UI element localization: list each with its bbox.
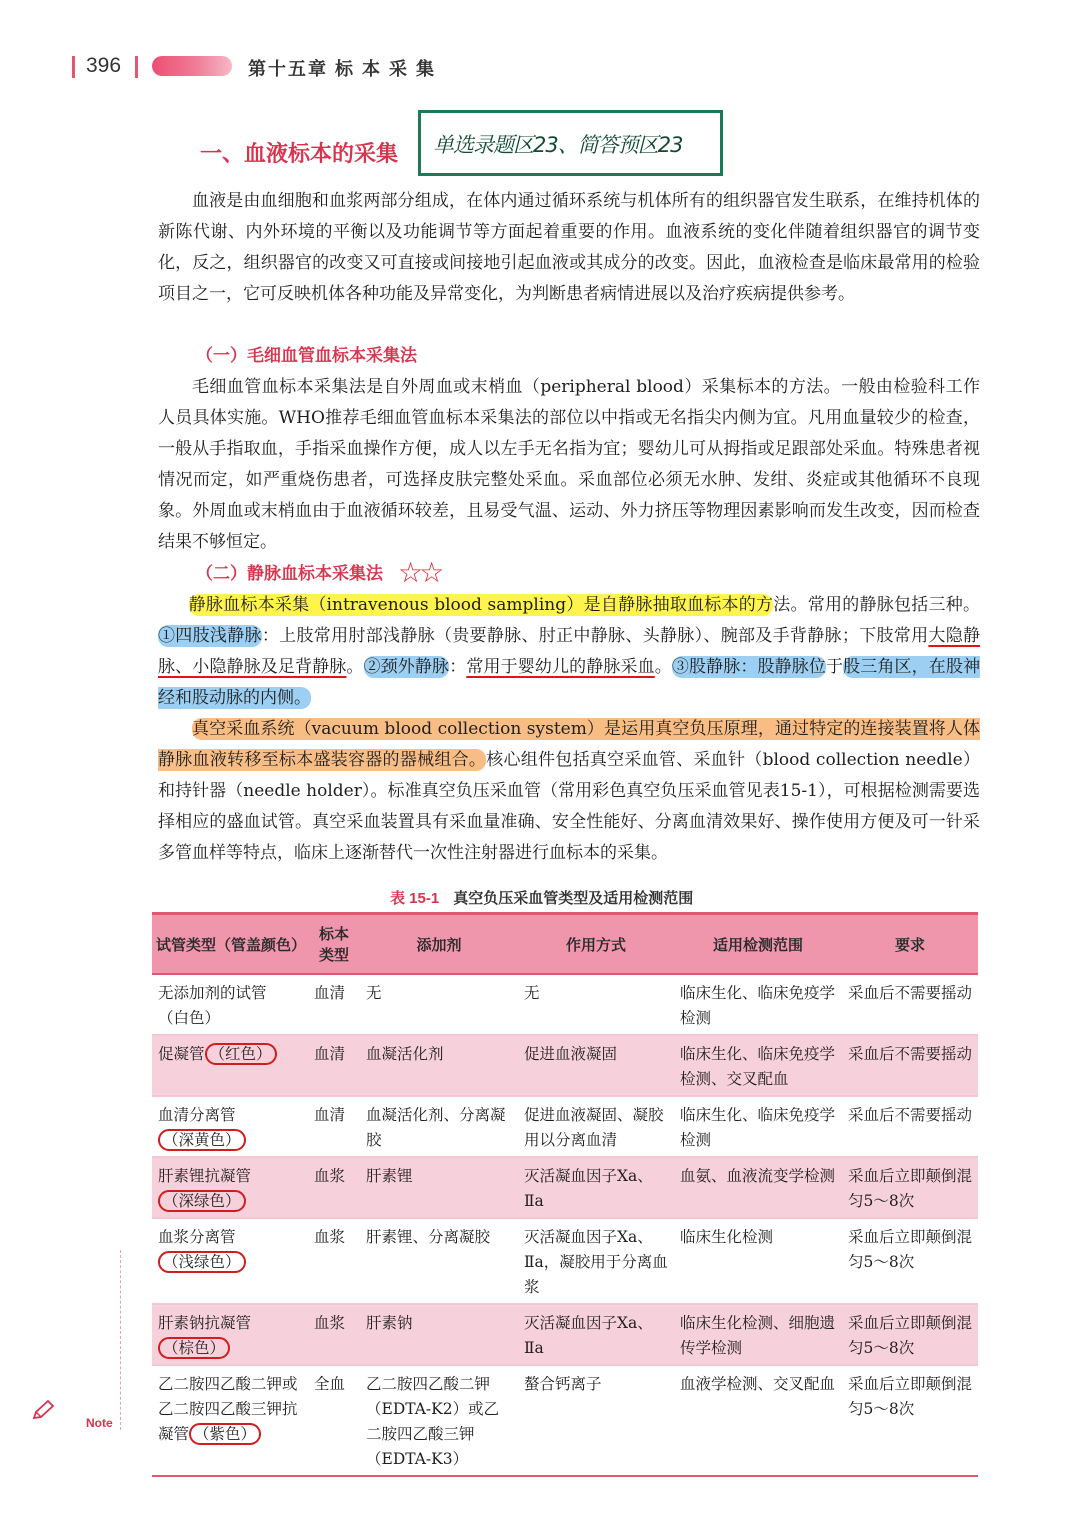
header-tab-pill: [152, 56, 232, 76]
tube-type: 血清分离管: [158, 1106, 236, 1124]
highlight-femoral-vein: ③股静脉：股静脉位: [671, 657, 827, 677]
table-row: [152, 1157, 978, 1218]
capillary-text: 毛细血管血标本采集法是自外周血或末梢血（peripheral blood）采集标本的方法。一般由检验科工作人员具体实施。WHO推荐毛细血管血标本采集法的部位以中指或无名指尖内侧为宜。凡用血量较少的检查，一般从手指取血，手指采血操作方便，成人以左手无名指为宜；婴幼儿可从拇指或足跟部处采血。特殊患者视情况而定，如严重烧伤患者，可选择皮肤完整处采血。采血部位必须无水肿、发绀、炎症或其他循环不良现象。外周血或末梢血由于血液循环较差，且易受气温、运动、外力挤压等物理因素影响而发生改变，因而检查结果不够恒定。: [158, 377, 980, 552]
margin-dotted-line: [120, 1250, 121, 1430]
section-title: 一、血液标本的采集: [200, 141, 399, 166]
handwritten-note: 单选录题区23、简答预区23: [433, 133, 683, 157]
column-header: 试管类型（管盖颜色）: [152, 914, 308, 975]
column-header: 作用方式: [518, 914, 674, 975]
additive-cell: 乙二胺四乙酸二钾（EDTA-K2）或乙二胺四乙酸三钾（EDTA-K3）: [360, 1365, 518, 1476]
punct: 。: [346, 657, 364, 677]
tube-color-circled: （红色）: [205, 1043, 277, 1065]
tube-type: 肝素钠抗凝管: [158, 1314, 252, 1332]
tube-type: 乙二胺四乙酸二钾或乙二胺四乙酸三钾抗凝管: [158, 1375, 298, 1443]
pencil-icon: [30, 1398, 60, 1422]
capillary-paragraph: [158, 372, 980, 558]
specimen-cell: 血浆: [308, 1157, 360, 1218]
action-cell: 促进血液凝固: [518, 1035, 674, 1096]
scope-cell: 临床生化检测: [674, 1218, 842, 1304]
table-row: [152, 1365, 978, 1476]
action-cell: 灭活凝血因子Xa、Ⅱa: [518, 1304, 674, 1365]
requirement-cell: 采血后立即颠倒混匀5～8次: [842, 1365, 978, 1476]
requirement-cell: 采血后不需要摇动: [842, 974, 978, 1035]
action-cell: 灭活凝血因子Xa、Ⅱa: [518, 1157, 674, 1218]
tube-type: 促凝管: [158, 1045, 205, 1063]
column-header: 标本类型: [308, 914, 360, 975]
tube-color-circled: （紫色）: [189, 1423, 261, 1445]
requirement-cell: 采血后立即颠倒混匀5～8次: [842, 1218, 978, 1304]
scope-cell: 临床生化、临床免疫学检测: [674, 974, 842, 1035]
table-title: 真空负压采血管类型及适用检测范围: [453, 890, 694, 907]
tube-type: 无添加剂的试管: [158, 984, 267, 1002]
tube-type-cell: [152, 1157, 308, 1218]
scope-cell: 临床生化检测、细胞遗传学检测: [674, 1304, 842, 1365]
specimen-cell: 血清: [308, 1096, 360, 1157]
punct: ：: [449, 657, 467, 677]
tube-color-circled: （深黄色）: [158, 1129, 246, 1151]
table-row: [152, 1218, 978, 1304]
tube-color: （白色）: [158, 1009, 221, 1027]
table-row: [152, 1304, 978, 1365]
underline-lower-limb-veins: 大隐静脉、小隐静脉及足背静脉: [158, 626, 981, 677]
requirement-cell: 采血后立即颠倒混匀5～8次: [842, 1304, 978, 1365]
specimen-cell: 全血: [308, 1365, 360, 1476]
column-header: 适用检测范围: [674, 914, 842, 975]
requirement-cell: 采血后立即颠倒混匀5～8次: [842, 1157, 978, 1218]
requirement-cell: 采血后不需要摇动: [842, 1035, 978, 1096]
scope-cell: 临床生化、临床免疫学检测、交叉配血: [674, 1035, 842, 1096]
limb-veins-text: ：上肢常用肘部浅静脉（贵要静脉、肘正中静脉、头静脉）、腕部及手背静脉；下肢常用: [261, 626, 929, 646]
venous-intro: 法。常用的静脉包括三种。: [773, 595, 981, 615]
scope-cell: 血氨、血液流变学检测: [674, 1157, 842, 1218]
column-header: 添加剂: [360, 914, 518, 975]
requirement-cell: 采血后不需要摇动: [842, 1096, 978, 1157]
highlight-venous-definition: 静脉血标本采集（intravenous blood sampling）是自静脉抽取血标本的方: [188, 595, 774, 615]
chapter-title: 第十五章 标 本 采 集: [248, 59, 437, 79]
venous-text: [158, 590, 980, 714]
page-number: 396: [86, 54, 122, 77]
header-bar-right: [135, 56, 138, 78]
venous-paragraph: [158, 590, 980, 869]
tube-type: 肝素锂抗凝管: [158, 1167, 252, 1185]
table-row: [152, 1096, 978, 1157]
action-cell: 促进血液凝固、凝胶用以分离血清: [518, 1096, 674, 1157]
additive-cell: 肝素锂、分离凝胶: [360, 1218, 518, 1304]
underline-infant-sampling: 常用于婴幼儿的静脉采血: [466, 657, 655, 677]
action-cell: 无: [518, 974, 674, 1035]
additive-cell: 肝素锂: [360, 1157, 518, 1218]
specimen-cell: 血清: [308, 974, 360, 1035]
subsection-venous-title: （二）静脉血标本采集法: [196, 564, 383, 583]
scope-cell: 临床生化、临床免疫学检测: [674, 1096, 842, 1157]
additive-cell: 肝素钠: [360, 1304, 518, 1365]
action-cell: 灭活凝血因子Xa、Ⅱa，凝胶用于分离血浆: [518, 1218, 674, 1304]
handwritten-note-box: [418, 110, 723, 176]
note-label: Note: [86, 1416, 113, 1430]
scope-cell: 血液学检测、交叉配血: [674, 1365, 842, 1476]
tube-table: [152, 912, 978, 1477]
additive-cell: 血凝活化剂: [360, 1035, 518, 1096]
vacuum-rest: 核心组件包括真空采血管、采血针（blood collection needle）和持针器（needle holder）。标准真空负压采血管（常用彩色真空负压采血管见表15-1），可根据检测需要选择相应的盛血试管。真空采血装置具有采血量准确、安全性能好、分离血清效果好、操作使用方便及可一针采多管血样等特点，临床上逐渐替代一次性注射器进行血标本的采集。: [158, 750, 980, 863]
tube-type-cell: [152, 1035, 308, 1096]
punct: 。: [654, 657, 672, 677]
subsection-capillary-title: （一）毛细血管血标本采集法: [196, 346, 417, 365]
column-header: 要求: [842, 914, 978, 975]
tube-type-cell: [152, 1365, 308, 1476]
highlight-femoral-location: 股三角区，在股神经和股动脉的内侧。: [158, 657, 981, 708]
highlight-limb-veins: ①四肢浅静脉: [158, 626, 262, 646]
tube-type-cell: [152, 1304, 308, 1365]
table-row: [152, 974, 978, 1035]
header-bar-left: [72, 56, 75, 78]
intro-paragraph: [158, 186, 980, 310]
table-number: 表 15-1: [390, 890, 440, 907]
action-cell: 螯合钙离子: [518, 1365, 674, 1476]
table-row: [152, 1035, 978, 1096]
specimen-cell: 血浆: [308, 1218, 360, 1304]
specimen-cell: 血浆: [308, 1304, 360, 1365]
tube-color-circled: （棕色）: [158, 1337, 230, 1359]
tube-type-cell: [152, 1096, 308, 1157]
highlight-vacuum-definition: 真空采血系统（vacuum blood collection system）是运用真空负压原理，通过特定的连接装置将人体静脉血液转移至标本盛装容器的器械组合。: [158, 719, 980, 770]
femoral-prefix: 于: [826, 657, 844, 677]
star-mark-icon: ☆☆: [398, 556, 441, 589]
table-caption: [390, 887, 693, 908]
tube-type: 血浆分离管: [158, 1228, 236, 1246]
additive-cell: 血凝活化剂、分离凝胶: [360, 1096, 518, 1157]
vacuum-text: [158, 714, 980, 869]
tube-color-circled: （浅绿色）: [158, 1251, 246, 1273]
additive-cell: 无: [360, 974, 518, 1035]
tube-color-circled: （深绿色）: [158, 1190, 246, 1212]
specimen-cell: 血清: [308, 1035, 360, 1096]
tube-type-cell: [152, 974, 308, 1035]
highlight-external-jugular: ②颈外静脉: [363, 657, 450, 677]
table-header-row: [152, 914, 978, 975]
intro-text: 血液是由血细胞和血浆两部分组成，在体内通过循环系统与机体所有的组织器官发生联系，在维持机体的新陈代谢、内外环境的平衡以及功能调节等方面起着重要的作用。血液系统的变化伴随着组织器官的调节变化，反之，组织器官的改变又可直接或间接地引起血液或其成分的改变。因此，血液检查是临床最常用的检验项目之一，它可反映机体各种功能及异常变化，为判断患者病情进展以及治疗疾病提供参考。: [158, 191, 980, 304]
tube-type-cell: [152, 1218, 308, 1304]
